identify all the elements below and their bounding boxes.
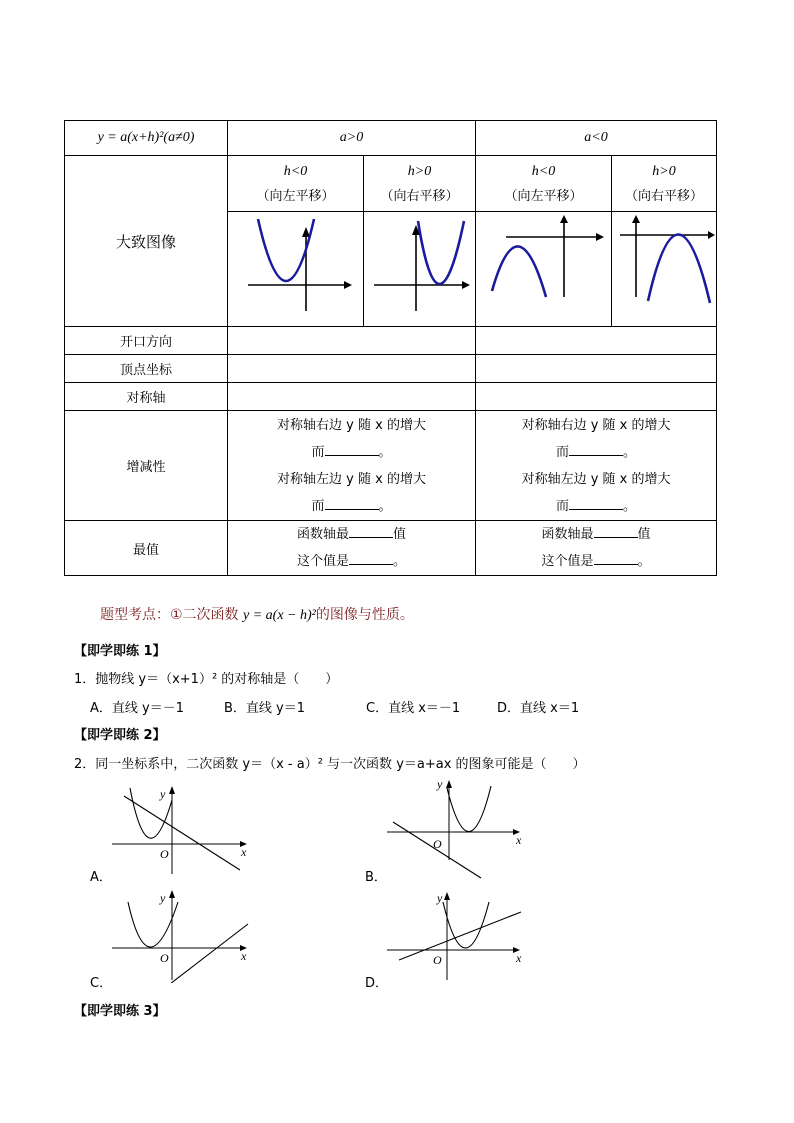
y-axis-label: y [437,891,443,905]
mono-fill-line [476,439,716,466]
option-a-graph [110,782,260,877]
mono-prefix: 而 [311,498,325,514]
a-positive-header: a>0 [228,121,476,156]
cond-neg-hneg [476,156,612,212]
option-c-graph [110,888,260,983]
answer-blank [594,525,638,538]
parabola-down-right-graph [612,213,715,326]
row-label-extreme: 最值 [65,521,228,576]
opening-neg-cell [476,327,717,355]
extreme-suffix: 。 [637,554,651,569]
cond-pos-hpos [364,156,476,212]
practice-2-option-d: D． [365,976,389,991]
practice-2-option-b: B． [365,870,387,885]
option-d-graph [385,888,535,983]
properties-table [64,120,717,576]
row-label-vertex: 顶点坐标 [65,355,228,383]
practice-1-heading: 【即学即练 1】 [74,644,166,659]
mono-suffix: 。 [623,444,637,460]
practice-2-option-a: A． [90,870,112,885]
row-label-graph: 大致图像 [65,156,228,327]
option-b-graph [385,776,535,881]
h-positive-label: h>0 [652,163,676,179]
extreme-prefix: 函数轴最 [541,527,594,542]
h-negative-label: h<0 [283,163,308,179]
practice-1-option-d: D．直线 x＝1 [497,701,580,716]
shift-right-label: （向右平移） [380,188,459,204]
mono-suffix: 。 [623,498,637,514]
extreme-prefix: 这个值是 [541,554,594,569]
shift-left-label: （向左平移） [256,188,335,204]
axis-pos-cell [228,383,476,411]
graph-neg-left [476,212,612,327]
monotonic-neg-cell [476,411,717,521]
mono-text: 对称轴右边 y 随 x 的增大 [277,417,426,433]
monotonic-pos-cell [228,411,476,521]
topic-label: 题型考点：①二次函数 [100,607,244,623]
h-negative-label: h<0 [531,163,556,179]
x-axis-label: x [516,951,522,965]
answer-blank [349,552,393,565]
mono-prefix: 而 [311,444,325,460]
practice-1-question: 1．抛物线 y＝（x+1）² 的对称轴是（ ） [74,672,339,687]
origin-label: O [160,951,169,965]
row-label-opening: 开口方向 [65,327,228,355]
extreme-suffix: 。 [393,554,407,569]
extreme-line [228,521,475,548]
shift-right-label: （向右平移） [625,188,704,204]
row-label-axis: 对称轴 [65,383,228,411]
extreme-line [476,521,716,548]
shift-left-label: （向左平移） [504,188,583,204]
graph-pos-right [364,212,476,327]
topic-line [100,604,414,624]
mono-fill-line [228,439,475,466]
opening-pos-cell [228,327,476,355]
extreme-neg-cell [476,521,717,576]
vertex-pos-cell [228,355,476,383]
y-axis-label: y [160,891,166,905]
x-axis-label: x [241,949,247,963]
answer-blank [594,552,638,565]
vertex-neg-cell [476,355,717,383]
parabola-up-left-graph [228,213,362,326]
practice-1-option-c: C．直线 x＝－1 [366,701,461,716]
extreme-line [228,548,475,575]
y-axis-label: y [160,787,166,801]
mono-text: 对称轴右边 y 随 x 的增大 [521,417,671,433]
practice-1-option-a: A．直线 y＝－1 [90,701,184,716]
origin-label: O [433,837,442,851]
extreme-pos-cell [228,521,476,576]
answer-blank [569,497,623,510]
practice-1-option-b: B．直线 y＝1 [224,701,306,716]
topic-suffix: 的图像与性质。 [315,607,414,623]
extreme-prefix: 函数轴最 [296,527,349,542]
parabola-up-right-graph [364,213,474,326]
mono-text: 对称轴左边 y 随 x 的增大 [521,471,671,487]
practice-3-heading: 【即学即练 3】 [74,1004,166,1019]
extreme-suffix: 值 [393,527,407,542]
y-axis-label: y [437,777,443,791]
mono-suffix: 。 [378,498,392,514]
answer-blank [349,525,393,538]
practice-2-option-c: C． [90,976,113,991]
mono-prefix: 而 [556,444,570,460]
extreme-prefix: 这个值是 [296,554,349,569]
practice-2-question: 2．同一坐标系中，二次函数 y＝（x - a）² 与一次函数 y＝a+ax 的图象可能是（ ） [74,757,586,772]
origin-label: O [433,953,442,967]
topic-formula: y = a(x − h)² [243,608,316,623]
mono-suffix: 。 [378,444,392,460]
graph-neg-right [612,212,717,327]
extreme-line [476,548,716,575]
mono-fill-line [228,493,475,520]
mono-fill-line [476,493,716,520]
cond-neg-hpos [612,156,717,212]
row-label-monotonic: 增减性 [65,411,228,521]
answer-blank [569,443,623,456]
parabola-down-left-graph [476,213,610,326]
mono-prefix: 而 [556,498,570,514]
formula-cell: y = a(x+h)²(a≠0) [65,121,228,156]
extreme-suffix: 值 [637,527,651,542]
mono-text: 对称轴左边 y 随 x 的增大 [277,471,426,487]
origin-label: O [160,847,169,861]
cond-pos-hneg [228,156,364,212]
x-axis-label: x [241,845,247,859]
h-positive-label: h>0 [407,163,432,179]
answer-blank [325,443,379,456]
axis-neg-cell [476,383,717,411]
graph-pos-left [228,212,364,327]
practice-2-heading: 【即学即练 2】 [74,728,166,743]
answer-blank [325,497,379,510]
a-negative-header: a<0 [476,121,717,156]
x-axis-label: x [516,833,522,847]
